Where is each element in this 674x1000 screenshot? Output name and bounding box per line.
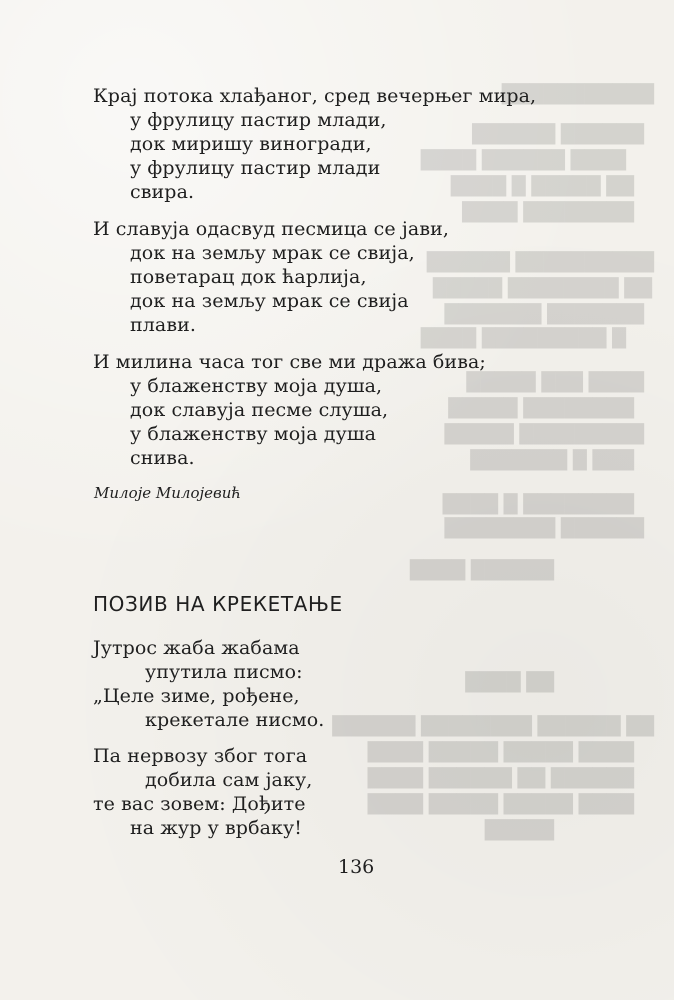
poem-author: Милоје Милојевић: [94, 484, 242, 502]
poem-line: у блаженству моја душа,: [130, 375, 383, 397]
poem-line: Крај потока хлађаног, сред вечерњег мира,: [93, 85, 537, 107]
poem-line: крекетале нисмо.: [145, 709, 325, 731]
poem-line: те вас зовем: Дођите: [93, 793, 306, 815]
poem-line: Јутрос жаба жабама: [93, 637, 300, 659]
poem-line: док славуја песме слуша,: [130, 399, 389, 421]
page-number: 136: [338, 856, 375, 878]
poem-line: „Целе зиме, рођене,: [93, 685, 300, 707]
poem-line: док на земљу мрак се свија: [130, 290, 409, 312]
poem-line: док на земљу мрак се свија,: [130, 242, 415, 264]
poem-line: на жур у врбаку!: [130, 817, 303, 839]
poem-line: И милина часа тог све ми дража бива;: [93, 351, 486, 373]
poem-line: Па нервозу због тога: [93, 745, 308, 767]
poem-line: упутила писмо:: [145, 661, 303, 683]
poem-line: добила сам јаку,: [145, 769, 313, 791]
poem-line: у фрулицу пастир млади: [130, 157, 381, 179]
poem-line: док миришу виногради,: [130, 133, 372, 155]
poem-line: у блаженству моја душа: [130, 423, 377, 445]
poem-title: ПОЗИВ НА КРЕКЕТАЊЕ: [93, 592, 343, 616]
poem-line: плави.: [130, 314, 197, 336]
poem-line: снива.: [130, 447, 195, 469]
bleed-through-texture: ███████████ ██████ ██████ ████ ██████ ████ ██ █████ █ ████ ████████ ████ ██████████ ██████ ██ ████████ █████ ███████ ███████ █ █████████ ████ ████ ███ █████ ████████ █████ █████████ █████ ███ █ ███████ ████████ █ ████ ██████ ████████ ██████ ████ ██ ████ ██ ██████ ████████ ██████ ████ █████ █████ ████ ██████ ██ ██████ ████ ████ █████ █████ ████ █████: [332, 84, 654, 841]
poem-line: И славуја одасвуд песмица се јави,: [93, 218, 450, 240]
poem-line: свира.: [130, 181, 195, 203]
poem-line: у фрулицу пастир млади,: [130, 109, 387, 131]
poem-line: поветарац док ћарлија,: [130, 266, 367, 288]
